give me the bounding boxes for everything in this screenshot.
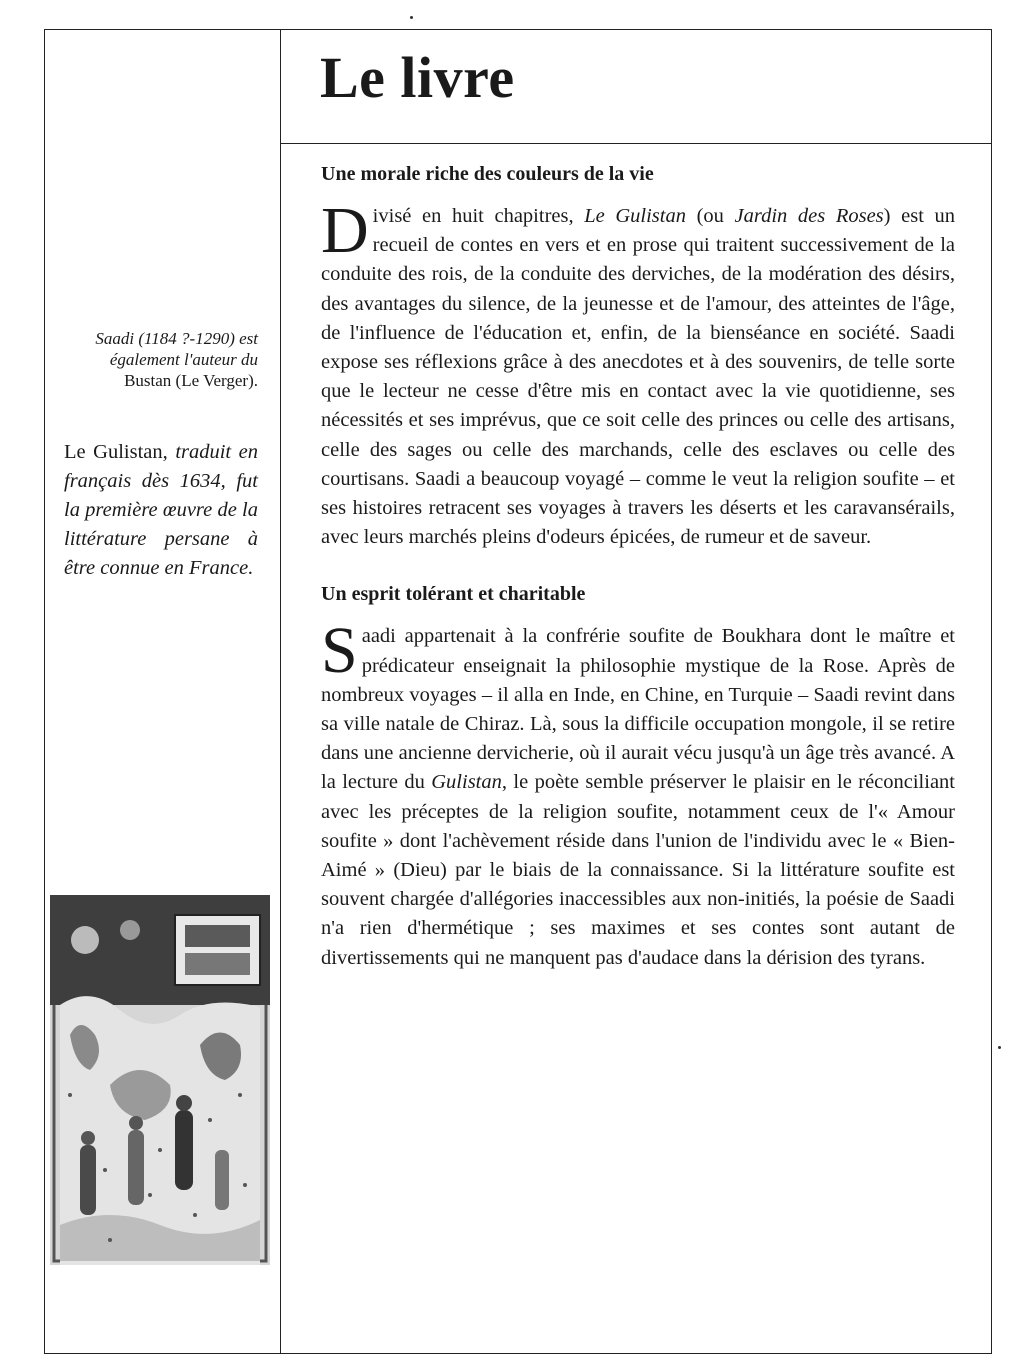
miniature-drawing xyxy=(50,895,270,1265)
section-heading: Un esprit tolérant et charitable xyxy=(321,583,586,606)
scan-speck xyxy=(998,1046,1001,1049)
paragraph-text: aadi appartenait à la confrérie soufite de Boukhara dont le maître et prédicateur enseignait la philosophie mystique de la Rose. Après de nombreux voyages – il alla en Inde, en Chine, en Turquie – Saadi revint dans sa ville natale de Chiraz. Là, sous la difficile occupation mongole, il se retire dans une ancienne dervicherie, où il aurait vécu jusqu'à un âge très avancé. A la lecture du xyxy=(321,625,955,794)
paragraph-text: ) est un recueil de contes en vers et en prose qui traitent successivement de la conduite des rois, de la conduite des derviches, de la modération des désirs, des avantages du silence, de la jeunesse et de l'amour, des atteintes de l'âge, de l'influence de l'éducation et, enfin, de la bienséance en société. Saadi expose ses réflexions grâce à des anecdotes et à des souvenirs, de telle sorte que le lecteur ne cesse d'être mis en contact avec la vie quotidienne, ses nécessités et ses imprévus, que ce soit celle des princes ou celle des artisans, celle des sages ou celle des marchands, celle des esclaves ou celle des courtisans. Saadi a beaucoup voyagé – comme le veut la religion soufite – et ses histoires retracent ses voyages à travers les déserts et les caravansérails, avec leurs marchés pleins d'odeurs épicées, de rumeur et de saveur. xyxy=(321,205,956,549)
section-paragraph xyxy=(321,614,955,972)
sidebar-note-roman: Bustan (Le Verger). xyxy=(124,371,258,390)
book-title-emphasis: Jardin des Roses xyxy=(734,205,884,227)
sidebar-note xyxy=(64,328,258,391)
paragraph-text: ivisé en huit chapitres, xyxy=(372,205,585,227)
dropcap: S xyxy=(321,614,358,688)
scan-speck xyxy=(410,16,413,19)
sidebar-quote-roman: Le Gulistan, xyxy=(64,441,168,463)
section-heading: Une morale riche des couleurs de la vie xyxy=(321,163,654,185)
sidebar-quote xyxy=(64,438,258,583)
main-text xyxy=(321,160,955,973)
persian-miniature-image xyxy=(50,895,270,1265)
sidebar-note-italic: Saadi (1184 ?-1290) est également l'auteur du xyxy=(95,329,258,369)
title-divider xyxy=(280,143,992,144)
page-title: Le livre xyxy=(320,45,515,110)
column-divider xyxy=(280,29,281,1354)
dropcap: D xyxy=(321,194,369,267)
sidebar-quote-italic: traduit en français dès 1634, fut la première œuvre de la littérature persane à être connue en France. xyxy=(64,441,259,579)
book-title-emphasis: Le Gulistan xyxy=(584,205,686,227)
paragraph-text: (ou xyxy=(685,205,735,227)
paragraph-text: , le poète semble préserver le plaisir en le réconciliant avec les préceptes de la religion soufite, notamment ceux de l'« Amour soufite » dont l'achèvement réside dans l'union de l'individu avec le « Bien-Aimé » (Dieu) par le biais de la connaissance. Si la littérature soufite est souvent chargée d'allégories inaccessibles aux non-initiés, la poésie de Saadi n'a rien d'hermétique ; ses maximes et ses contes sont autant de divertissements qui ne manquent pas d'audace dans la dérision des tyrans. xyxy=(321,771,955,969)
section-paragraph xyxy=(321,194,956,552)
book-title-emphasis: Gulistan xyxy=(431,771,502,794)
